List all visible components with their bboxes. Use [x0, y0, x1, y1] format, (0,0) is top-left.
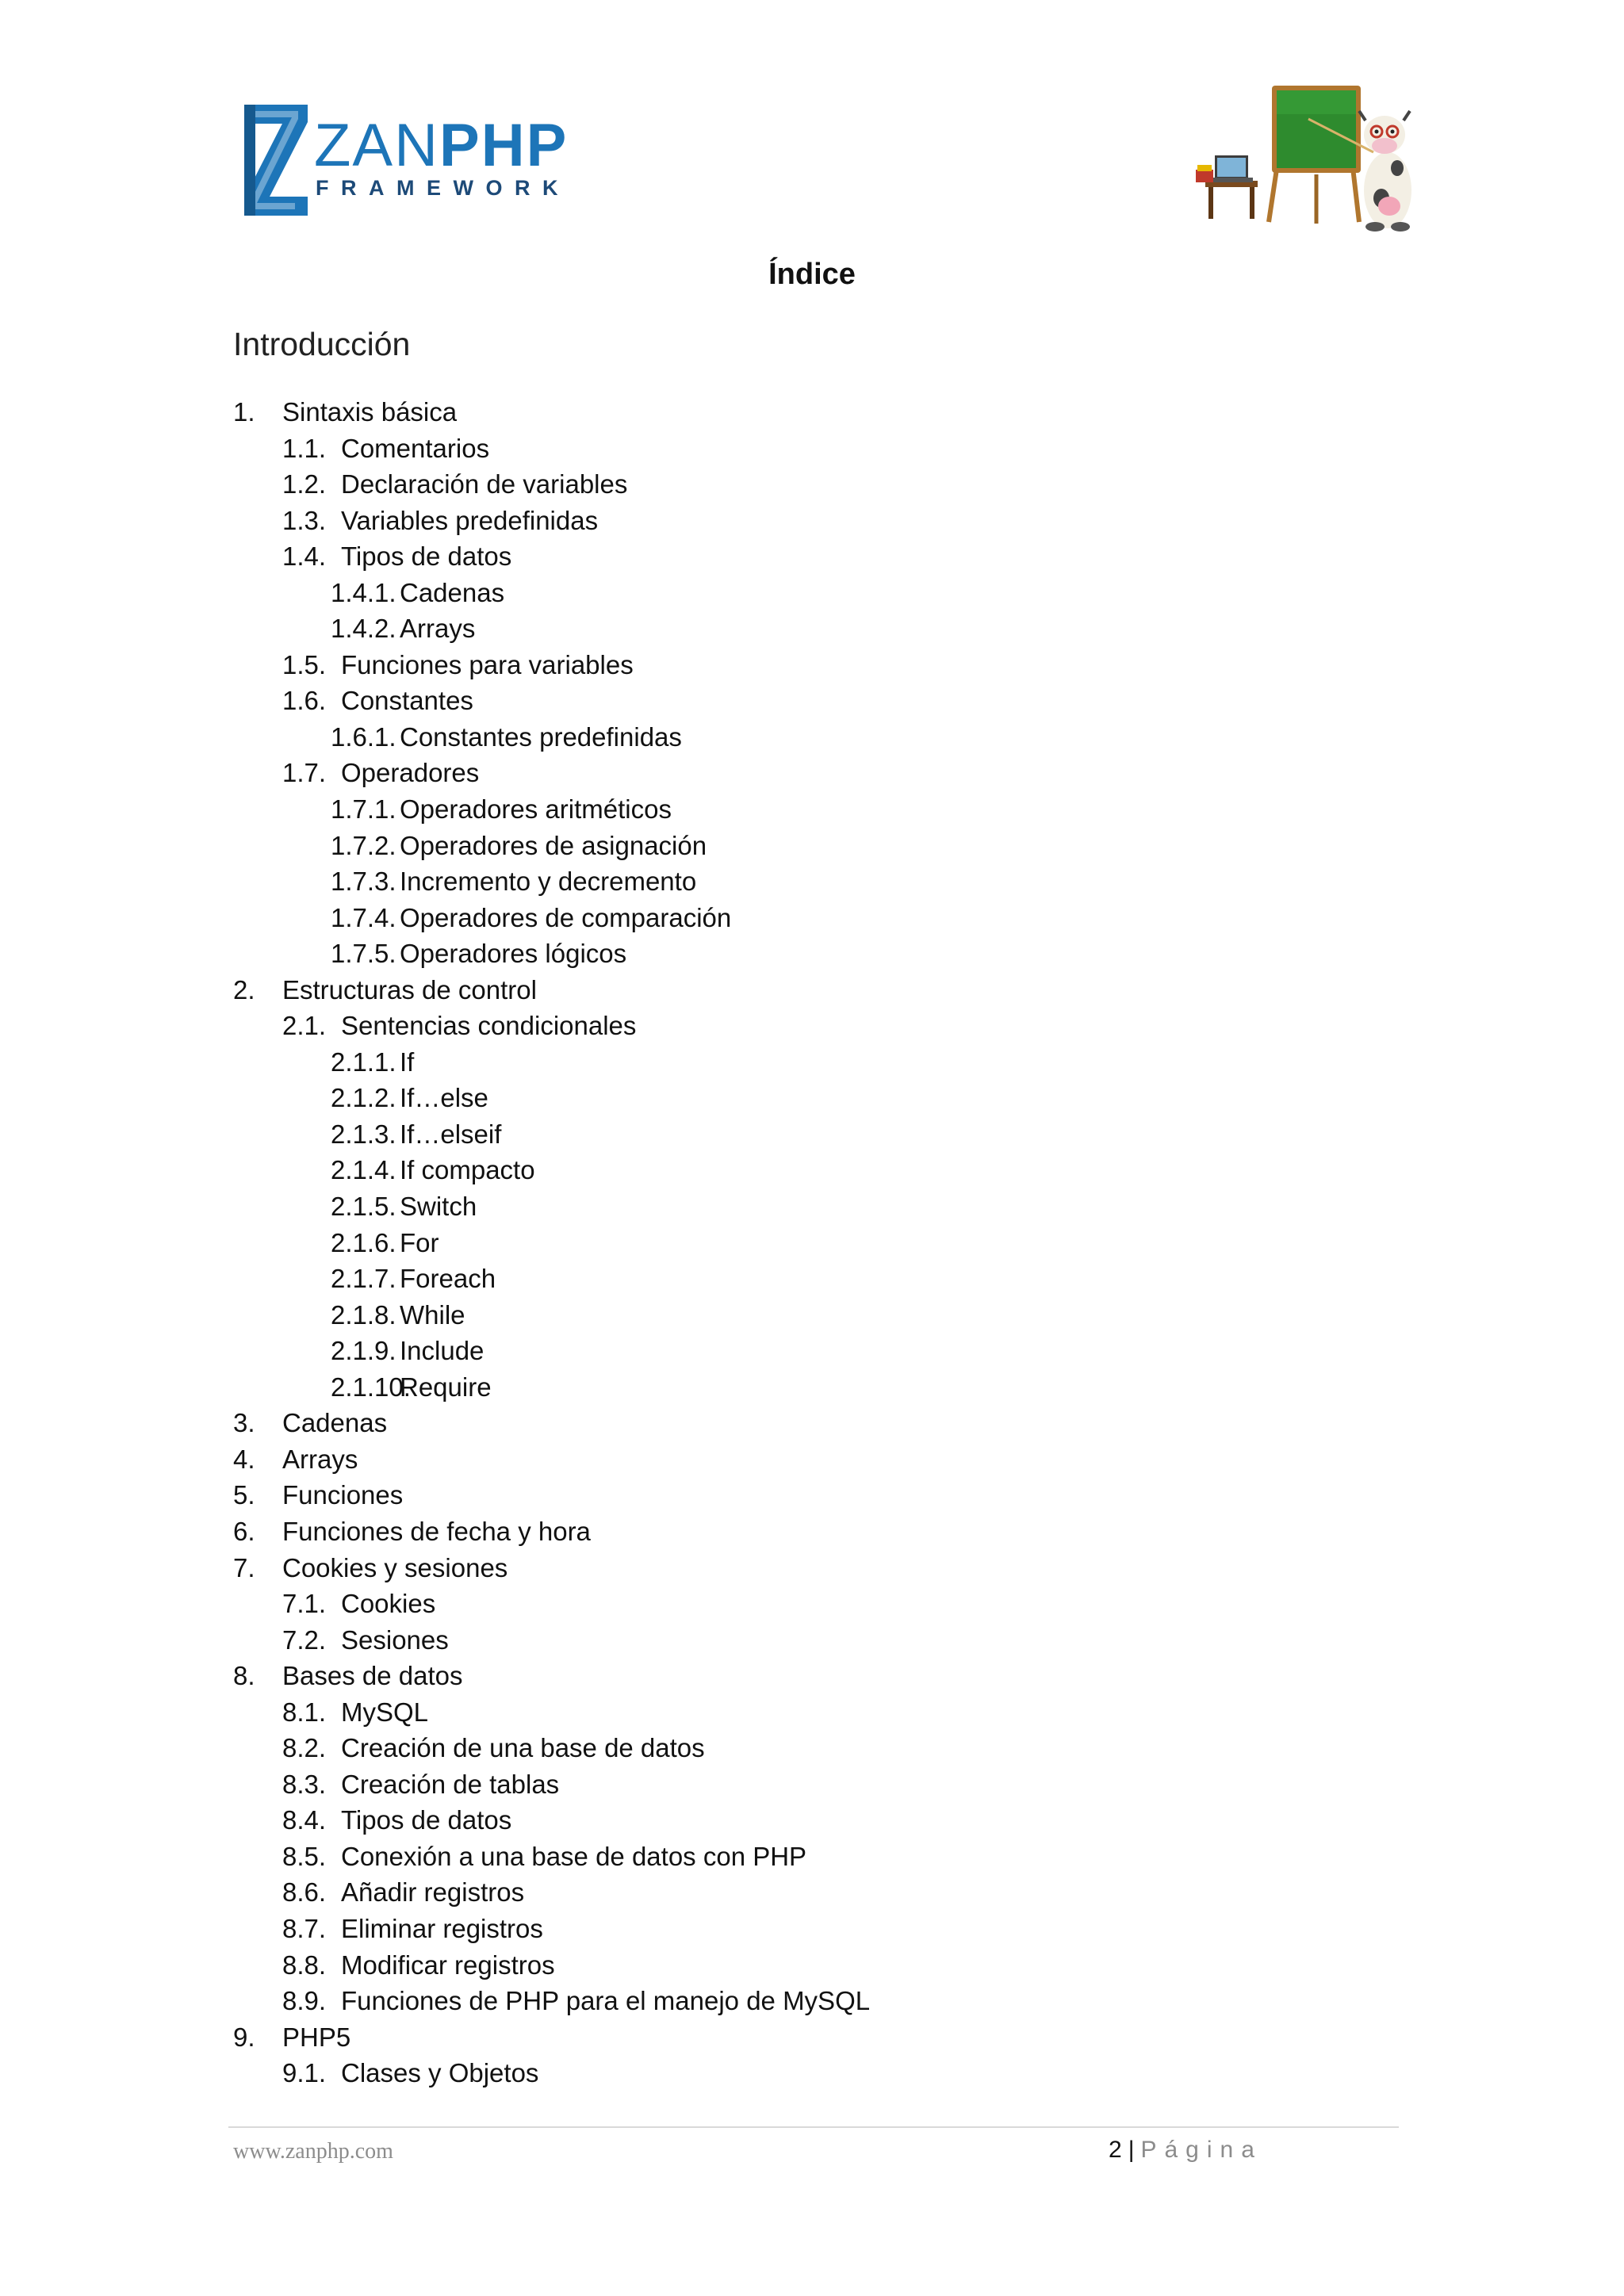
toc-entry-title: Eliminar registros [341, 1913, 543, 1943]
toc-entry-number: 1.3. [282, 505, 327, 535]
toc-entry-title: Funciones [282, 1480, 404, 1510]
toc-entry-title: Conexión a una base de datos con PHP [341, 1841, 807, 1871]
toc-entry-number: 8.8. [282, 1950, 327, 1980]
toc-entry-number: 2.1. [282, 1011, 327, 1041]
toc-entry-title: Operadores de comparación [400, 902, 732, 932]
toc-entry-title: Funciones para variables [341, 649, 634, 679]
toc-entry-number: 1.7.3. [331, 867, 396, 897]
toc-entry-number: 1.4.1. [331, 577, 396, 607]
toc-entry-title: MySQL [341, 1697, 429, 1727]
toc-entry-number: 9.1. [282, 2058, 327, 2088]
toc-entry-number: 3. [233, 1408, 255, 1438]
toc-entry-title: For [400, 1227, 439, 1257]
toc-entry-title: Modificar registros [341, 1950, 555, 1980]
page-title: Índice [768, 258, 856, 291]
toc-entry[interactable] [0, 755, 1624, 791]
toc-entry-number: 2.1.9. [331, 1336, 396, 1366]
toc-entry-number: 7. [233, 1552, 255, 1582]
toc-entry[interactable] [0, 1405, 1624, 1441]
toc-entry[interactable] [0, 1874, 1624, 1911]
zanphp-logo [239, 101, 570, 220]
toc-entry[interactable] [0, 1586, 1624, 1622]
toc-entry-number: 2.1.5. [331, 1192, 396, 1222]
toc-entry-number: 1.2. [282, 469, 327, 499]
toc-entry-title: Include [400, 1336, 485, 1366]
toc-entry[interactable] [0, 1477, 1624, 1513]
toc-entry-title: Constantes [341, 686, 473, 716]
toc-entry-title: Operadores aritméticos [400, 794, 672, 825]
toc-entry[interactable] [0, 1694, 1624, 1731]
toc-entry[interactable] [0, 1766, 1624, 1803]
toc-entry-number: 4. [233, 1444, 255, 1474]
toc-entry[interactable] [0, 900, 1624, 936]
toc-entry[interactable] [0, 1802, 1624, 1839]
toc-entry-number: 8.3. [282, 1769, 327, 1799]
toc-entry-title: Bases de datos [282, 1661, 463, 1691]
toc-entry-number: 8.5. [282, 1841, 327, 1871]
toc-entry-number: 1.7.2. [331, 830, 396, 860]
toc-entry-number: 8.4. [282, 1805, 327, 1835]
toc-entry-number: 8.9. [282, 1986, 327, 2016]
toc-entry-title: Operadores lógicos [400, 939, 627, 969]
toc-entry[interactable] [0, 1947, 1624, 1984]
toc-entry[interactable] [0, 1044, 1624, 1081]
toc-entry-title: Funciones de PHP para el manejo de MySQL [341, 1986, 871, 2016]
toc-entry-number: 1.1. [282, 433, 327, 463]
toc-entry-title: Operadores [341, 758, 480, 788]
toc-entry[interactable] [0, 1116, 1624, 1153]
toc-entry-title: If…else [400, 1083, 488, 1113]
logo-subtitle: FRAMEWORK [316, 176, 570, 200]
toc-entry[interactable] [0, 1730, 1624, 1766]
toc-entry-number: 1.5. [282, 649, 327, 679]
toc-entry-title: PHP5 [282, 2022, 351, 2052]
toc-entry[interactable] [0, 647, 1624, 683]
toc-entry[interactable] [0, 1622, 1624, 1659]
toc-entry[interactable] [0, 1550, 1624, 1586]
toc-entry[interactable] [0, 575, 1624, 611]
page-number: 2 [1109, 2137, 1122, 2163]
toc-entry[interactable] [0, 863, 1624, 900]
toc-entry-title: Incremento y decremento [400, 867, 697, 897]
toc-entry-title: Operadores de asignación [400, 830, 707, 860]
toc-entry[interactable] [0, 936, 1624, 972]
toc-entry[interactable] [0, 1513, 1624, 1550]
toc-entry-title: If compacto [400, 1155, 535, 1185]
toc-entry-title: Arrays [282, 1444, 358, 1474]
toc-entry-title: Clases y Objetos [341, 2058, 539, 2088]
toc-entry-number: 1.4. [282, 541, 327, 572]
table-of-contents [0, 394, 1624, 2091]
toc-entry-number: 8.6. [282, 1877, 327, 1908]
toc-entry[interactable] [0, 1008, 1624, 1044]
introduction-heading: Introducción [233, 326, 411, 362]
toc-entry-number: 8. [233, 1661, 255, 1691]
toc-entry-title: Tipos de datos [341, 1805, 512, 1835]
toc-entry[interactable] [0, 2055, 1624, 2091]
toc-entry-title: Declaración de variables [341, 469, 628, 499]
toc-entry-number: 1.4.2. [331, 614, 396, 644]
toc-entry-title: Arrays [400, 614, 476, 644]
toc-entry[interactable] [0, 972, 1624, 1008]
toc-entry-number: 8.2. [282, 1733, 327, 1763]
toc-entry-title: Foreach [400, 1264, 496, 1294]
toc-entry-number: 1.7.4. [331, 902, 396, 932]
toc-entry[interactable] [0, 1441, 1624, 1478]
toc-entry-number: 1.7.1. [331, 794, 396, 825]
toc-entry-title: Switch [400, 1192, 477, 1222]
toc-entry[interactable] [0, 1369, 1624, 1406]
toc-entry[interactable] [0, 1911, 1624, 1947]
toc-entry-number: 2.1.2. [331, 1083, 396, 1113]
footer-page-indicator [1109, 2134, 1262, 2166]
toc-entry-number: 1. [233, 397, 255, 427]
toc-entry-title: Cadenas [282, 1408, 388, 1438]
toc-entry-number: 2.1.6. [331, 1227, 396, 1257]
toc-entry-number: 5. [233, 1480, 255, 1510]
toc-entry-number: 1.7.5. [331, 939, 396, 969]
toc-entry-title: If [400, 1047, 415, 1077]
toc-entry-number: 8.1. [282, 1697, 327, 1727]
toc-entry-number: 9. [233, 2022, 255, 2052]
toc-entry-title: Require [400, 1372, 492, 1402]
toc-entry-number: 2.1.1. [331, 1047, 396, 1077]
toc-entry-number: 1.6. [282, 686, 327, 716]
toc-entry-number: 2.1.7. [331, 1264, 396, 1294]
toc-entry[interactable] [0, 1333, 1624, 1369]
toc-entry[interactable] [0, 538, 1624, 575]
toc-entry[interactable] [0, 1080, 1624, 1116]
toc-entry[interactable] [0, 1983, 1624, 2019]
footer-separator: | [1128, 2137, 1135, 2163]
toc-entry-title: Añadir registros [341, 1877, 525, 1908]
toc-entry-title: Comentarios [341, 433, 490, 463]
toc-entry[interactable] [0, 466, 1624, 503]
footer-website: www.zanphp.com [233, 2139, 393, 2164]
toc-entry-number: 2.1.10. [331, 1372, 411, 1402]
toc-entry-title: Creación de tablas [341, 1769, 560, 1799]
toc-entry-title: Estructuras de control [282, 974, 537, 1004]
toc-entry[interactable] [0, 610, 1624, 647]
toc-entry-title: Funciones de fecha y hora [282, 1516, 591, 1546]
toc-entry[interactable] [0, 1297, 1624, 1334]
page-label: Página [1140, 2137, 1262, 2163]
toc-entry[interactable] [0, 719, 1624, 756]
toc-entry-number: 2.1.4. [331, 1155, 396, 1185]
toc-entry[interactable] [0, 1261, 1624, 1297]
toc-entry[interactable] [0, 791, 1624, 828]
toc-entry-number: 2.1.8. [331, 1299, 396, 1330]
toc-entry-number: 1.6.1. [331, 721, 396, 752]
toc-entry-title: While [400, 1299, 465, 1330]
toc-entry-number: 7.2. [282, 1624, 327, 1655]
toc-entry-number: 6. [233, 1516, 255, 1546]
toc-entry[interactable] [0, 1188, 1624, 1225]
toc-entry-title: Sintaxis básica [282, 397, 458, 427]
toc-entry-number: 1.7. [282, 758, 327, 788]
toc-entry-title: Creación de una base de datos [341, 1733, 705, 1763]
zanphp-z-logo-icon [239, 101, 312, 219]
toc-entry[interactable] [0, 1839, 1624, 1875]
toc-entry[interactable] [0, 503, 1624, 539]
toc-entry-number: 8.7. [282, 1913, 327, 1943]
toc-entry[interactable] [0, 1152, 1624, 1188]
toc-entry-number: 2.1.3. [331, 1119, 396, 1149]
toc-entry[interactable] [0, 430, 1624, 467]
toc-entry-title: Cadenas [400, 577, 505, 607]
toc-entry-title: Tipos de datos [341, 541, 512, 572]
footer-divider [228, 2126, 1399, 2128]
toc-entry-number: 7.1. [282, 1589, 327, 1619]
toc-entry-title: Sesiones [341, 1624, 449, 1655]
toc-entry[interactable] [0, 2019, 1624, 2056]
cow-teacher-illustration [1189, 79, 1419, 238]
toc-entry-title: Constantes predefinidas [400, 721, 682, 752]
toc-entry[interactable] [0, 394, 1624, 430]
toc-entry[interactable] [0, 683, 1624, 719]
toc-entry-title: Cookies [341, 1589, 436, 1619]
toc-entry-title: Cookies y sesiones [282, 1552, 508, 1582]
toc-entry-title: Sentencias condicionales [341, 1011, 637, 1041]
logo-wordmark: ZANPHP [314, 112, 569, 179]
toc-entry-title: If…elseif [400, 1119, 502, 1149]
toc-entry[interactable] [0, 1225, 1624, 1261]
toc-entry-number: 2. [233, 974, 255, 1004]
toc-entry[interactable] [0, 1658, 1624, 1694]
toc-entry[interactable] [0, 828, 1624, 864]
toc-entry-title: Variables predefinidas [341, 505, 599, 535]
